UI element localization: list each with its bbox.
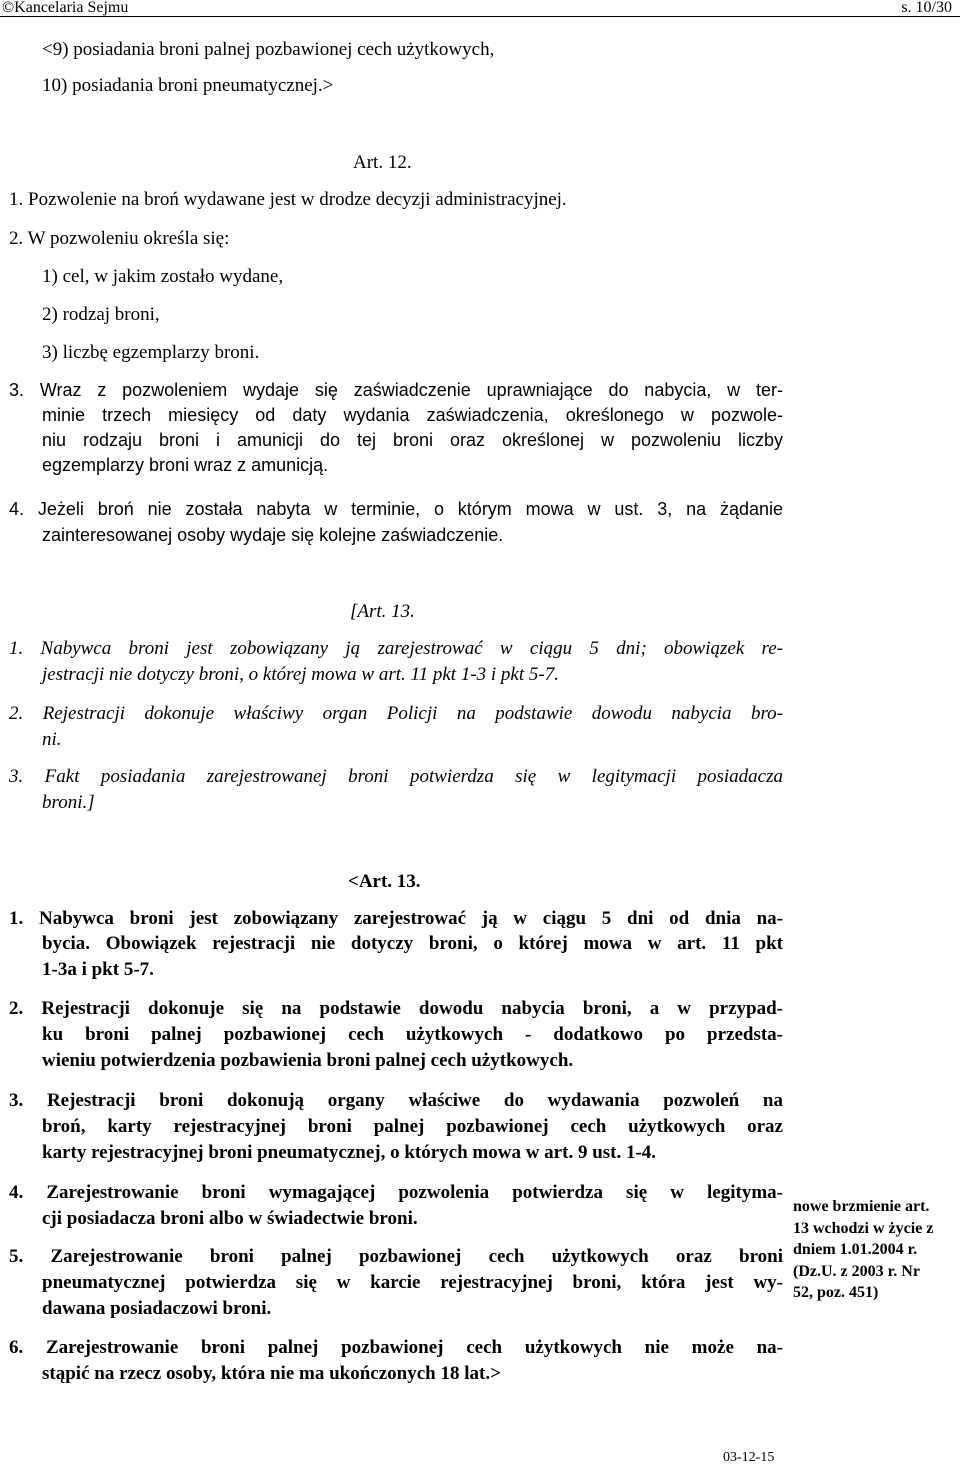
article-heading: Art. 12.: [353, 152, 412, 173]
page-header: [0, 0, 960, 18]
paragraph-line: zainteresowanej osoby wydaje się kolejne zaświadczenie.: [42, 525, 504, 545]
paragraph-line: dawana posiadaczowi broni.: [42, 1298, 272, 1319]
paragraph: 1. Pozwolenie na broń wydawane jest w drodze decyzji administracyjnej.: [9, 189, 567, 210]
paragraph-line: 4. Jeżeli broń nie została nabyta w terminie, o którym mowa w ust. 3, na żądanie: [9, 499, 783, 519]
paragraph-line: bycia. Obowiązek rejestracji nie dotyczy broni, o której mowa w art. 11 pkt: [42, 933, 783, 954]
paragraph-line: karty rejestracyjnej broni pneumatycznej, o których mowa w art. 9 ust. 1-4.: [42, 1142, 657, 1163]
paragraph-line: stąpić na rzecz osoby, która nie ma ukończonych 18 lat.>: [42, 1363, 501, 1384]
paragraph-line: 1. Nabywca broni jest zobowiązany zarejestrować ją w ciągu 5 dni od dnia na-: [9, 908, 783, 929]
margin-note: [793, 1196, 960, 1304]
intro-line: <9) posiadania broni palnej pozbawionej cech użytkowych,: [42, 39, 495, 60]
paragraph-line: broń, karty rejestracyjnej broni palnej pozbawionej cech użytkowych oraz: [42, 1116, 783, 1137]
margin-note-line: (Dz.U. z 2003 r. Nr: [793, 1262, 920, 1280]
paragraph-line: wieniu potwierdzenia pozbawienia broni palnej cech użytkowych.: [42, 1050, 574, 1071]
list-item: 2) rodzaj broni,: [42, 304, 160, 325]
paragraph-line: 1-3a i pkt 5-7.: [42, 959, 154, 980]
list-item: 3) liczbę egzemplarzy broni.: [42, 342, 260, 363]
margin-note-line: nowe brzmienie art.: [793, 1198, 930, 1215]
paragraph-line: niu rodzaju broni i amunicji do tej broni oraz określonej w pozwoleniu liczby: [42, 430, 783, 450]
margin-note-line: 52, poz. 451): [793, 1284, 879, 1301]
margin-note-line: 13 wchodzi w życie z: [793, 1219, 934, 1237]
paragraph: 2. W pozwoleniu określa się:: [9, 228, 230, 249]
header-rule: [0, 16, 960, 17]
paragraph-line: ni.: [42, 729, 62, 750]
paragraph-line: 5. Zarejestrowanie broni palnej pozbawionej cech użytkowych oraz broni: [9, 1246, 783, 1267]
paragraph-line: cji posiadacza broni albo w świadectwie broni.: [42, 1208, 418, 1229]
paragraph-line: 3. Wraz z pozwoleniem wydaje się zaświadczenie uprawniające do nabycia, w ter-: [9, 380, 783, 400]
paragraph-line: 1. Nabywca broni jest zobowiązany ją zarejestrować w ciągu 5 dni; obowiązek re-: [9, 638, 783, 659]
paragraph-line: 3. Fakt posiadania zarejestrowanej broni potwierdza się w legitymacji posiadacza: [9, 766, 783, 787]
paragraph-line: ku broni palnej pozbawionej cech użytkowych - dodatkowo po przedsta-: [42, 1024, 783, 1045]
paragraph-line: 3. Rejestracji broni dokonują organy właściwe do wydawania pozwoleń na: [9, 1090, 783, 1111]
paragraph-line: jestracji nie dotyczy broni, o której mowa w art. 11 pkt 1-3 i pkt 5-7.: [42, 664, 559, 685]
paragraph-line: 2. Rejestracji dokonuje się na podstawie dowodu nabycia broni, a w przypad-: [9, 998, 783, 1019]
paragraph-line: 2. Rejestracji dokonuje właściwy organ Policji na podstawie dowodu nabycia bro-: [9, 703, 783, 724]
margin-note-line: dniem 1.01.2004 r.: [793, 1241, 918, 1258]
article-heading: [Art. 13.: [350, 601, 415, 622]
paragraph-line: minie trzech miesięcy od daty wydania zaświadczenia, określonego w pozwole-: [42, 405, 783, 425]
footer-date: 03-12-15: [723, 1450, 775, 1465]
list-item: 1) cel, w jakim zostało wydane,: [42, 266, 284, 287]
paragraph-line: pneumatycznej potwierdza się w karcie rejestracyjnej broni, która jest wy-: [42, 1272, 783, 1293]
page-number: s. 10/30: [901, 0, 952, 16]
paragraph-line: 6. Zarejestrowanie broni palnej pozbawionej cech użytkowych nie może na-: [9, 1337, 783, 1358]
paragraph-line: broni.]: [42, 792, 95, 813]
publisher-label: ©Kancelaria Sejmu: [2, 0, 129, 16]
article-heading: <Art. 13.: [348, 871, 421, 892]
paragraph-line: egzemplarzy broni wraz z amunicją.: [42, 455, 329, 475]
paragraph-line: 4. Zarejestrowanie broni wymagającej pozwolenia potwierdza się w legityma-: [9, 1182, 783, 1203]
intro-line: 10) posiadania broni pneumatycznej.>: [42, 75, 334, 96]
